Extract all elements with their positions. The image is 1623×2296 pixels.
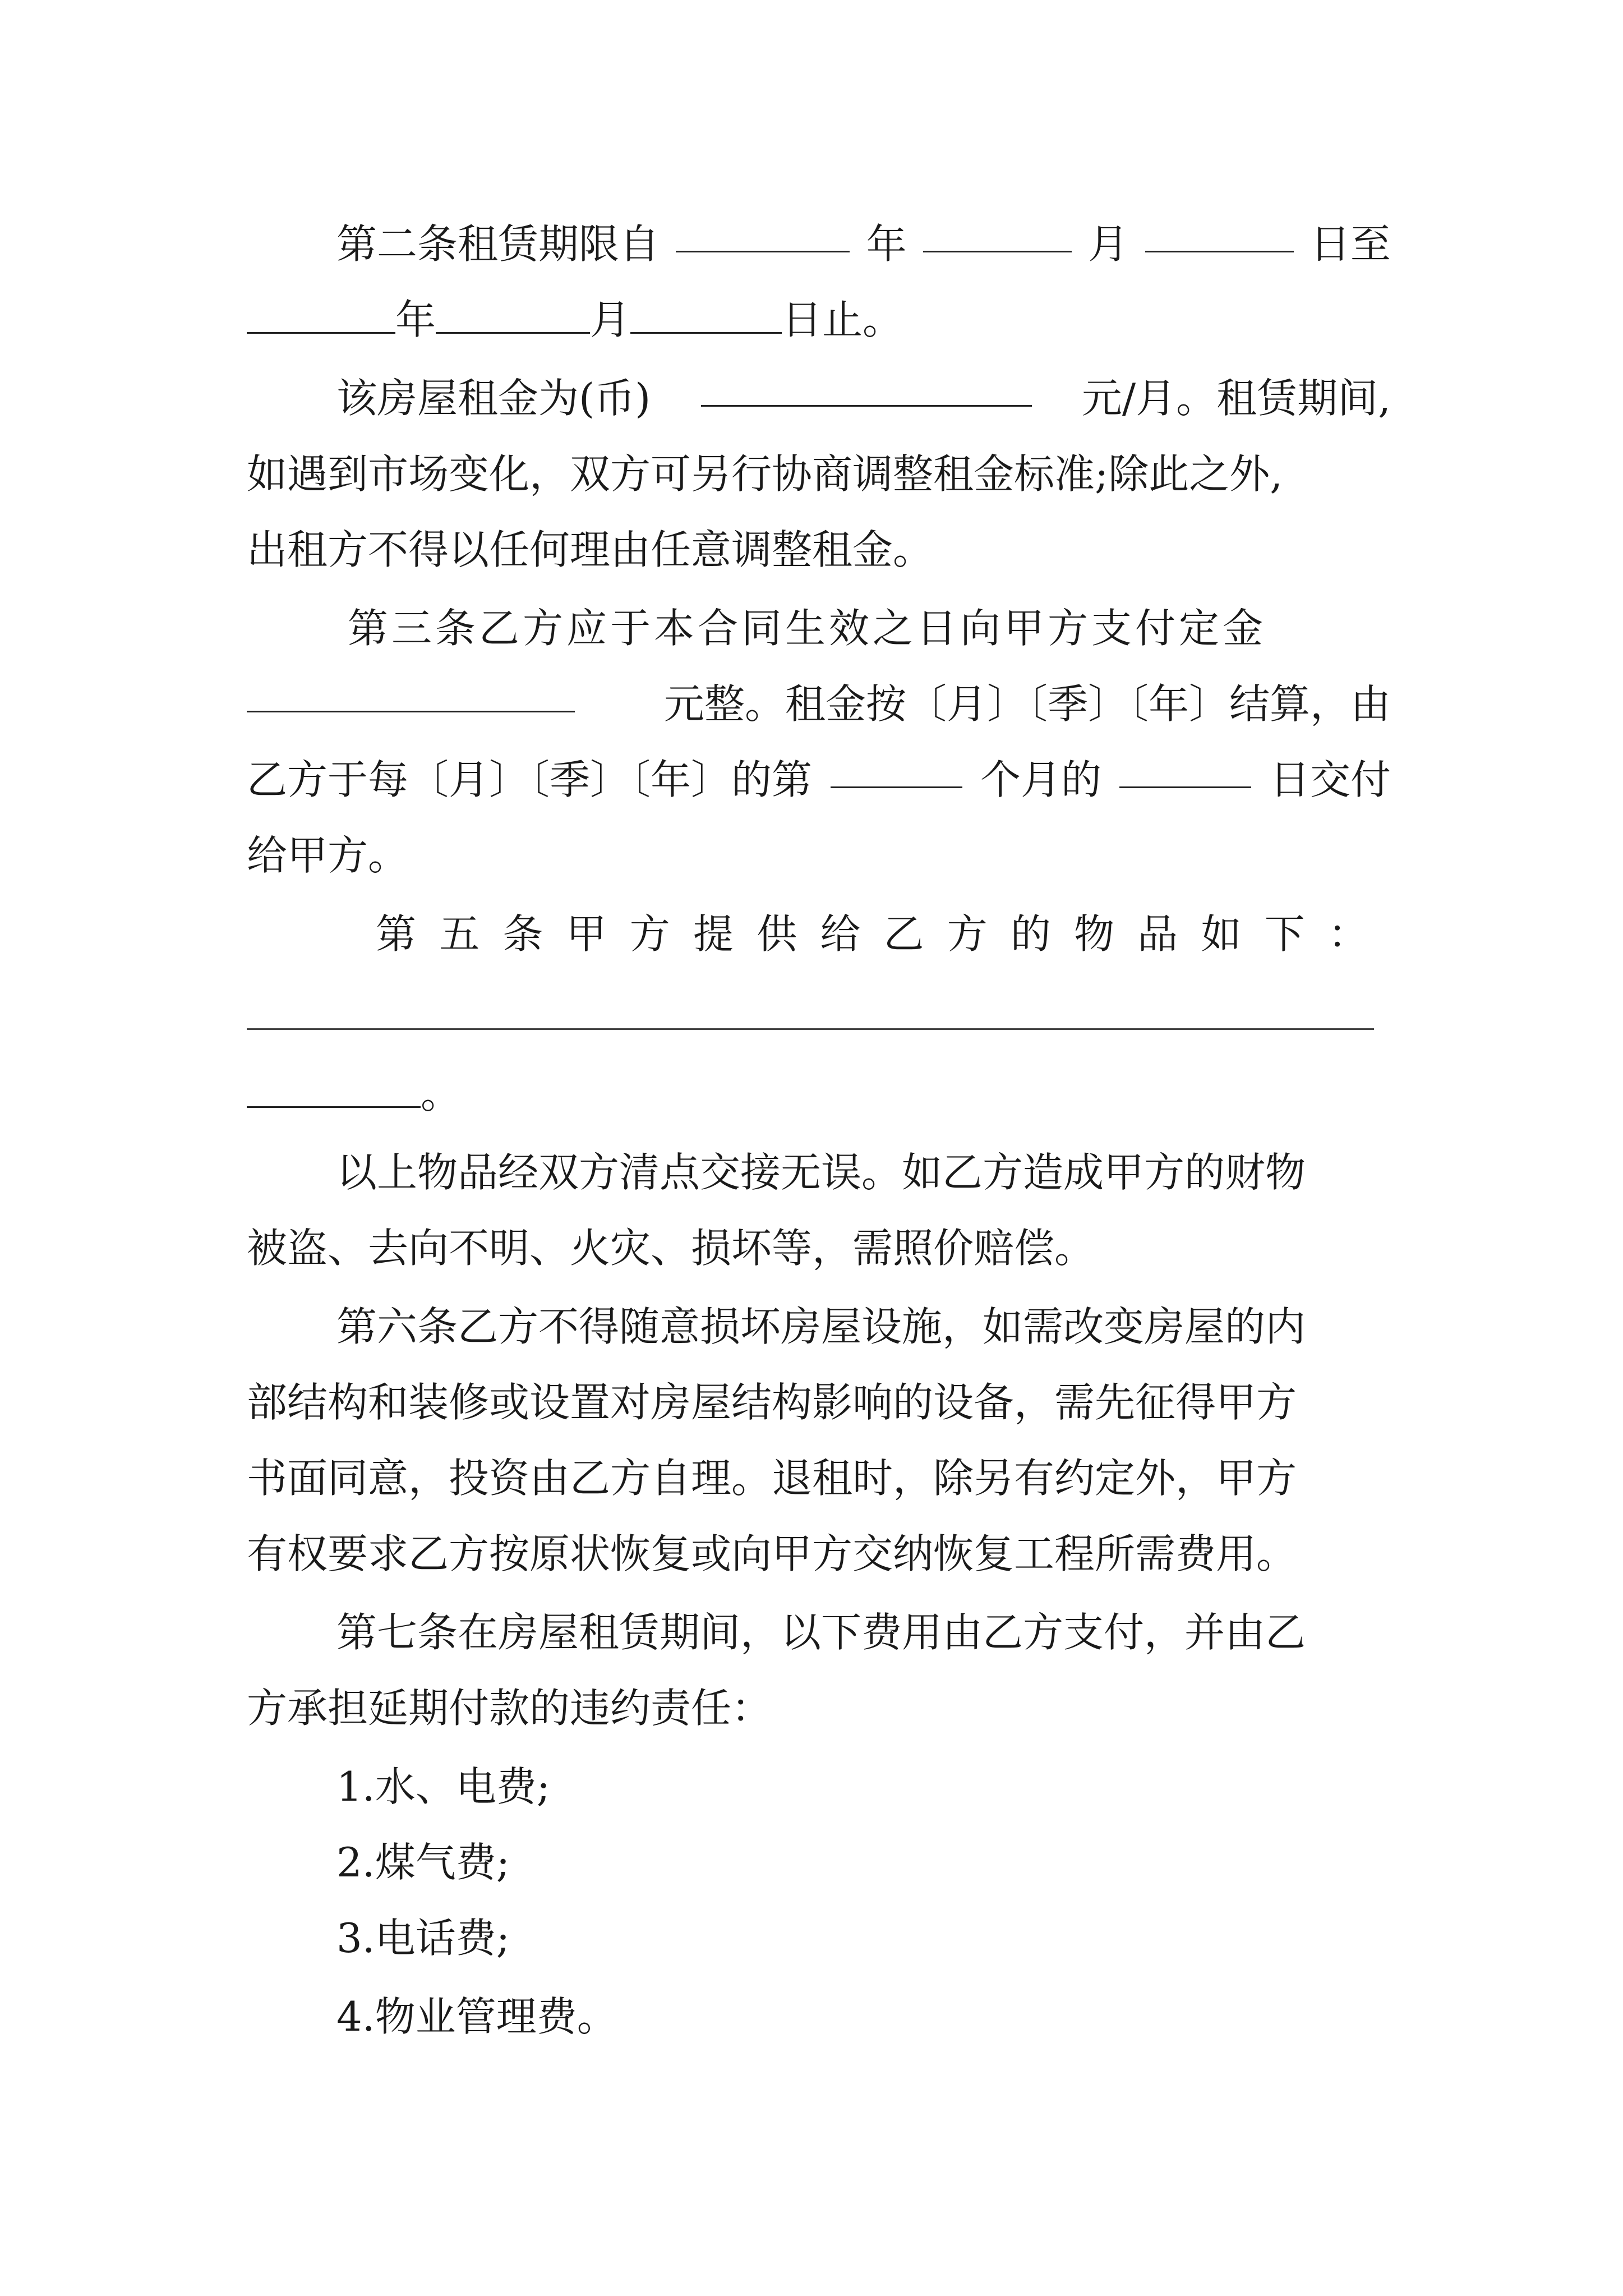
article-5-char: 供 <box>757 910 797 958</box>
end-month-label: 月 <box>590 296 631 343</box>
article-6-line-3: 书面同意，投资由乙方自理。退租时，除另有约定外，甲方 <box>247 1455 1297 1502</box>
article-7-line-1: 第七条在房屋租赁期间，以下费用由乙方支付，并由乙 <box>336 1609 1306 1656</box>
end-day-blank[interactable] <box>630 297 782 334</box>
article-5-char: 品 <box>1137 910 1178 958</box>
rent-line-1 <box>336 370 1391 426</box>
rent-amount-blank[interactable] <box>701 370 1032 407</box>
article-7-line-2: 方承担延期付款的违约责任： <box>247 1685 772 1732</box>
start-day-label: 日至 <box>1310 220 1391 268</box>
rent-line-2: 如遇到市场变化，双方可另行协商调整租金标准;除此之外, <box>247 450 1283 498</box>
items-note-line-2: 被盗、去向不明、火灾、损坏等，需照价赔偿。 <box>247 1225 1095 1272</box>
article-3-line-3-b: 个月的 <box>980 756 1101 803</box>
items-list-blank-end[interactable] <box>247 1071 421 1108</box>
end-year-label: 年 <box>395 296 436 343</box>
article-5-end: 。 <box>421 1070 462 1117</box>
fee-item: 2.煤气费; <box>336 1839 510 1886</box>
article-3-line-2 <box>247 676 1391 732</box>
article-5-line-3 <box>247 1066 1391 1122</box>
article-5-char: 乙 <box>883 910 924 958</box>
article-5-char: 五 <box>439 910 480 958</box>
fee-item: 4.物业管理费。 <box>336 1993 617 2040</box>
article-2-prefix: 第二条租赁期限自 <box>336 220 660 268</box>
article-6-line-1: 第六条乙方不得随意损坏房屋设施，如需改变房屋的内 <box>336 1303 1306 1350</box>
article-5-char: 给 <box>820 910 861 958</box>
payment-month-blank[interactable] <box>831 752 962 788</box>
deposit-amount-blank[interactable] <box>247 676 575 712</box>
article-5-char: 物 <box>1074 910 1115 958</box>
article-2-line-2 <box>247 292 1391 348</box>
article-3-line-1: 第三条乙方应于本合同生效之日向甲方支付定金 <box>348 605 1267 652</box>
article-3-line-3-c: 日交付 <box>1269 756 1391 803</box>
article-6-line-4: 有权要求乙方按原状恢复或向甲方交纳恢复工程所需费用。 <box>247 1530 1297 1577</box>
article-5-char: 如 <box>1201 910 1242 958</box>
start-month-label: 月 <box>1088 220 1129 268</box>
start-day-blank[interactable] <box>1145 216 1294 252</box>
article-3-line-3 <box>247 752 1391 808</box>
article-5-line-1 <box>376 906 1368 962</box>
article-5-char: 方 <box>947 910 988 958</box>
article-5-char: 甲 <box>566 910 607 958</box>
payment-day-blank[interactable] <box>1119 752 1251 788</box>
article-5-char: 的 <box>1010 910 1051 958</box>
article-3-line-2-text: 元整。租金按〔月〕〔季〕〔年〕结算，由 <box>663 680 1391 728</box>
rent-prefix: 该房屋租金为(币) <box>336 375 651 422</box>
fee-item: 3.电话费; <box>336 1915 510 1962</box>
end-year-blank[interactable] <box>247 297 395 334</box>
start-year-label: 年 <box>866 220 907 268</box>
article-3-line-4: 给甲方。 <box>247 832 409 879</box>
items-list-blank[interactable] <box>247 1028 1374 1030</box>
end-month-blank[interactable] <box>436 297 590 334</box>
article-5-char: 提 <box>693 910 734 958</box>
fee-item: 1.水、电费; <box>336 1763 550 1810</box>
start-month-blank[interactable] <box>923 216 1072 252</box>
items-note-line-1: 以上物品经双方清点交接无误。如乙方造成甲方的财物 <box>336 1149 1306 1196</box>
article-2-line-1 <box>336 216 1391 272</box>
article-3-line-3-a: 乙方于每〔月〕〔季〕〔年〕的第 <box>247 756 813 803</box>
article-5-char: 方 <box>629 910 670 958</box>
end-day-label: 日止。 <box>782 296 903 343</box>
article-5-char: ： <box>1327 910 1368 958</box>
article-6-line-2: 部结构和装修或设置对房屋结构影响的设备，需先征得甲方 <box>247 1379 1297 1426</box>
rent-line-3: 出租方不得以任何理由任意调整租金。 <box>247 526 934 573</box>
article-5-char: 条 <box>502 910 543 958</box>
article-5-char: 下 <box>1264 910 1305 958</box>
article-5-char: 第 <box>376 910 417 958</box>
start-year-blank[interactable] <box>676 216 850 252</box>
rent-unit: 元/月。租赁期间, <box>1081 375 1391 422</box>
